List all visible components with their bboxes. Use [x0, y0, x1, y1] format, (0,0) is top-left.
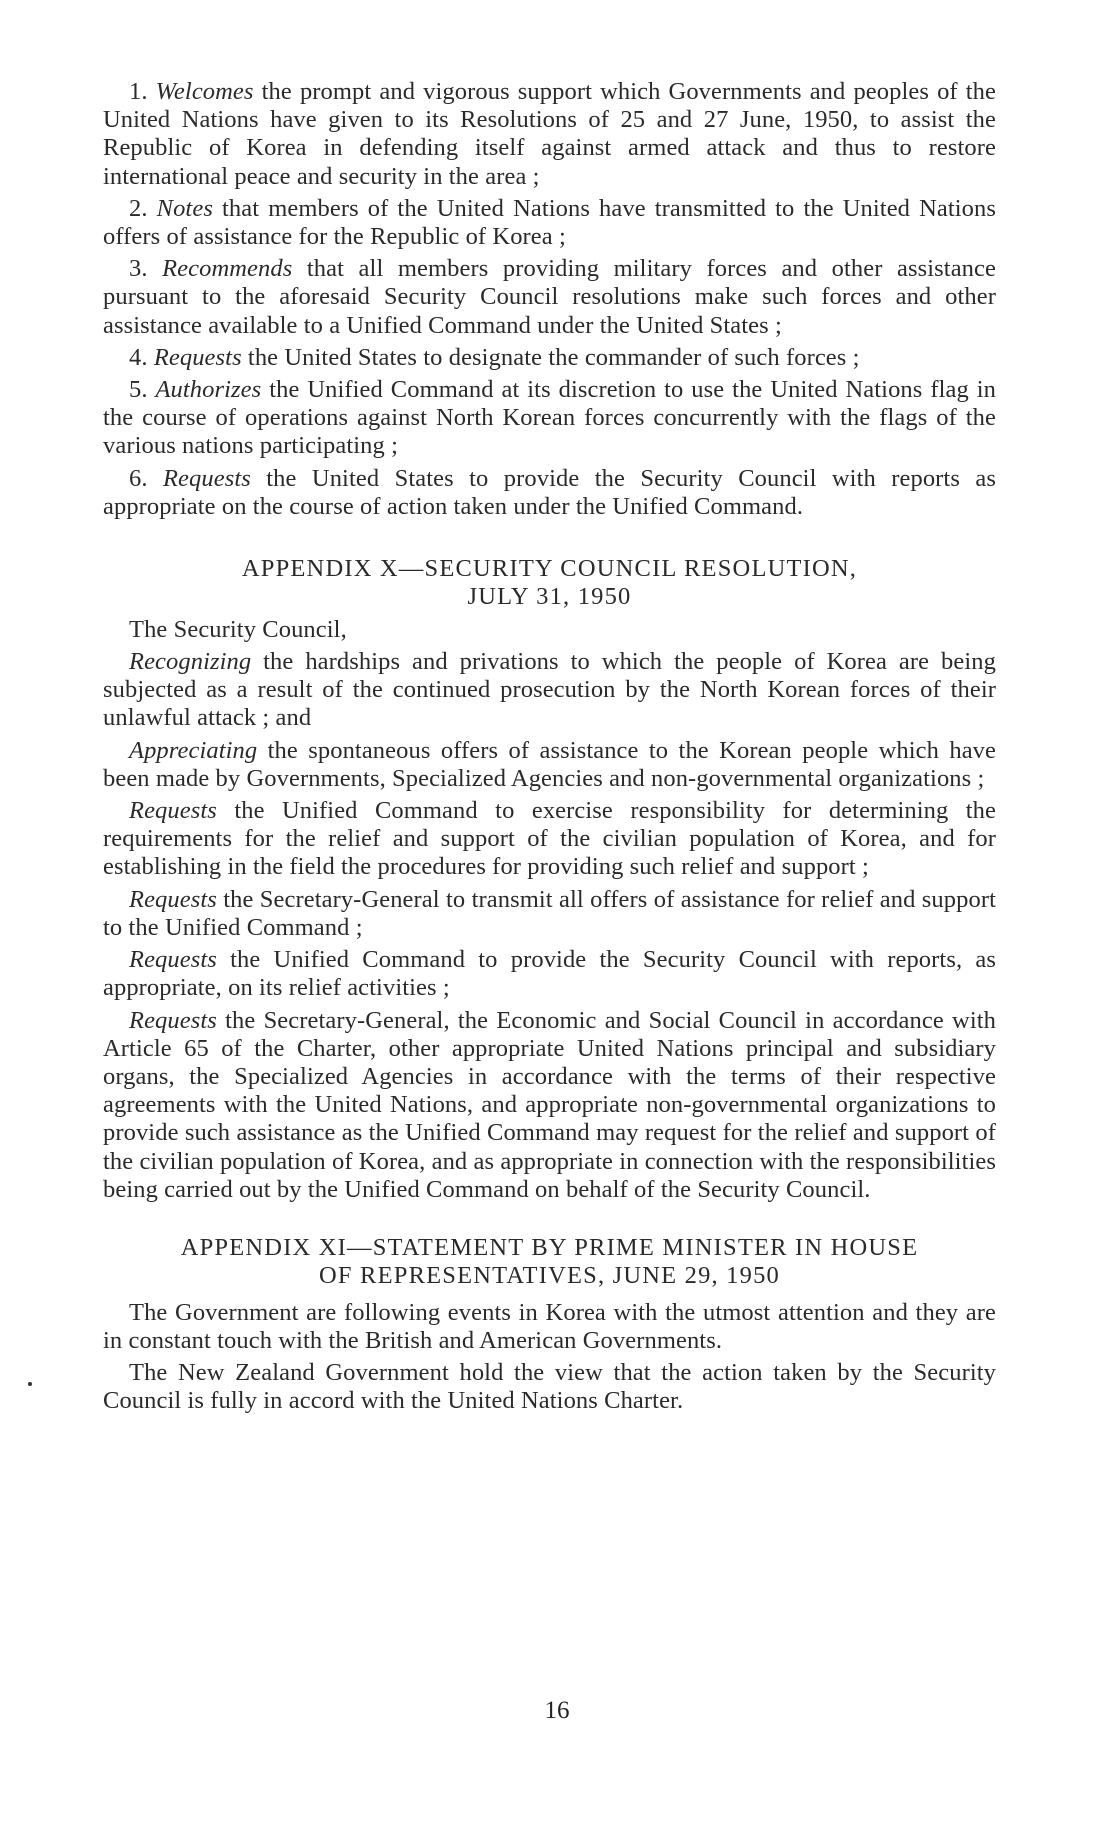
resolution-item-6: 6. Requests the United States to provide the Security Council with reports as appropriate on the course of action taken under the Unified Command.: [103, 464, 996, 520]
keyword: Welcomes: [155, 78, 254, 105]
keyword: Notes: [156, 194, 213, 222]
appendix-xi-paragraph-2: The New Zealand Government hold the view that the action taken by the Security Council is fully in accord with the United Nations Charter.: [103, 1359, 996, 1415]
keyword: Requests: [162, 464, 251, 492]
resolution-item-5: 5. Authorizes the Unified Command at its discretion to use the United Nations flag in the course of operations against North Korean forces concurrently with the flags of the various nations participating ;: [103, 376, 996, 460]
resolution-item-4: 4. Requests the United States to designate the commander of such forces ;: [129, 343, 860, 371]
resolution-item-1: 1. Welcomes the prompt and vigorous support which Governments and peoples of the United Nations have given to its Resolutions of 25 and 27 June, 1950, to assist the Republic of Korea in defending itself against armed attack and thus to restore international peace and security in the area ;: [103, 78, 997, 190]
keyword: Recognizing: [129, 648, 252, 676]
page-number: 16: [544, 1697, 570, 1724]
keyword: Authorizes: [155, 376, 262, 404]
keyword: Appreciating: [129, 736, 258, 764]
keyword: Requests: [129, 1006, 217, 1034]
appendix-x-paragraph-6: Requests the Secretary-General, the Economic and Social Council in accordance with Article 65 of the Charter, other appropriate United Nations principal and subsidiary organs, the Specialized Agencies in accordance with the terms of their respective agreements with the United Nations, and appropriate non-governmental organizations to provide such assistance as the Unified Command may request for the relief and support of the civilian population of Korea, and as appropriate in connection with the responsibilities being carried out by the Unified Command on behalf of the Security Council.: [103, 1006, 997, 1203]
appendix-xi-heading: [103, 1234, 996, 1291]
appendix-x-paragraph-1: Recognizing the hardships and privations to which the people of Korea are being subjected as a result of the continued prosecution by the North Korean forces of their unlawful attack ; and: [103, 648, 996, 732]
keyword: Requests: [129, 885, 217, 913]
appendix-x-intro: The Security Council,: [129, 615, 347, 643]
resolution-item-2: 2. Notes that members of the United Nations have transmitted to the United Nations offers of assistance for the Republic of Korea ;: [103, 194, 996, 251]
keyword: Requests: [129, 946, 217, 974]
keyword: Requests: [129, 797, 217, 825]
appendix-x-heading-line2: JULY 31, 1950: [467, 583, 632, 611]
keyword: Requests: [153, 343, 242, 371]
appendix-xi-heading-line2: OF REPRESENTATIVES, JUNE 29, 1950: [319, 1262, 780, 1290]
appendix-x-paragraph-3: Requests the Unified Command to exercise responsibility for determining the requirements for the relief and support of the civilian population of Korea, and for establishing in the field the procedures for providing such relief and support ;: [103, 797, 996, 881]
appendix-xi-paragraph-1: The Government are following events in Korea with the utmost attention and they are in constant touch with the British and American Governments.: [103, 1298, 996, 1354]
resolution-item-3: 3. Recommends that all members providing military forces and other assistance pursuant to the aforesaid Security Council resolutions make such forces and other assistance available to a Unified Command under the United States ;: [103, 255, 996, 339]
appendix-xi-heading-line1: APPENDIX XI—STATEMENT BY PRIME MINISTER IN HOUSE: [180, 1233, 919, 1261]
appendix-x-heading: [103, 555, 996, 612]
appendix-x-paragraph-5: Requests the Unified Command to provide the Security Council with reports, as appropriate, on its relief activities ;: [103, 946, 996, 1002]
keyword: Recommends: [162, 255, 293, 283]
margin-speck: [28, 1382, 32, 1386]
appendix-x-heading-line1: APPENDIX X—SECURITY COUNCIL RESOLUTION,: [241, 555, 858, 583]
appendix-x-paragraph-2: Appreciating the spontaneous offers of assistance to the Korean people which have been made by Governments, Specialized Agencies and non-governmental organizations ;: [103, 736, 996, 792]
appendix-x-paragraph-4: Requests the Secretary-General to transmit all offers of assistance for relief and support to the Unified Command ;: [103, 885, 996, 941]
page-content: [103, 78, 996, 1420]
